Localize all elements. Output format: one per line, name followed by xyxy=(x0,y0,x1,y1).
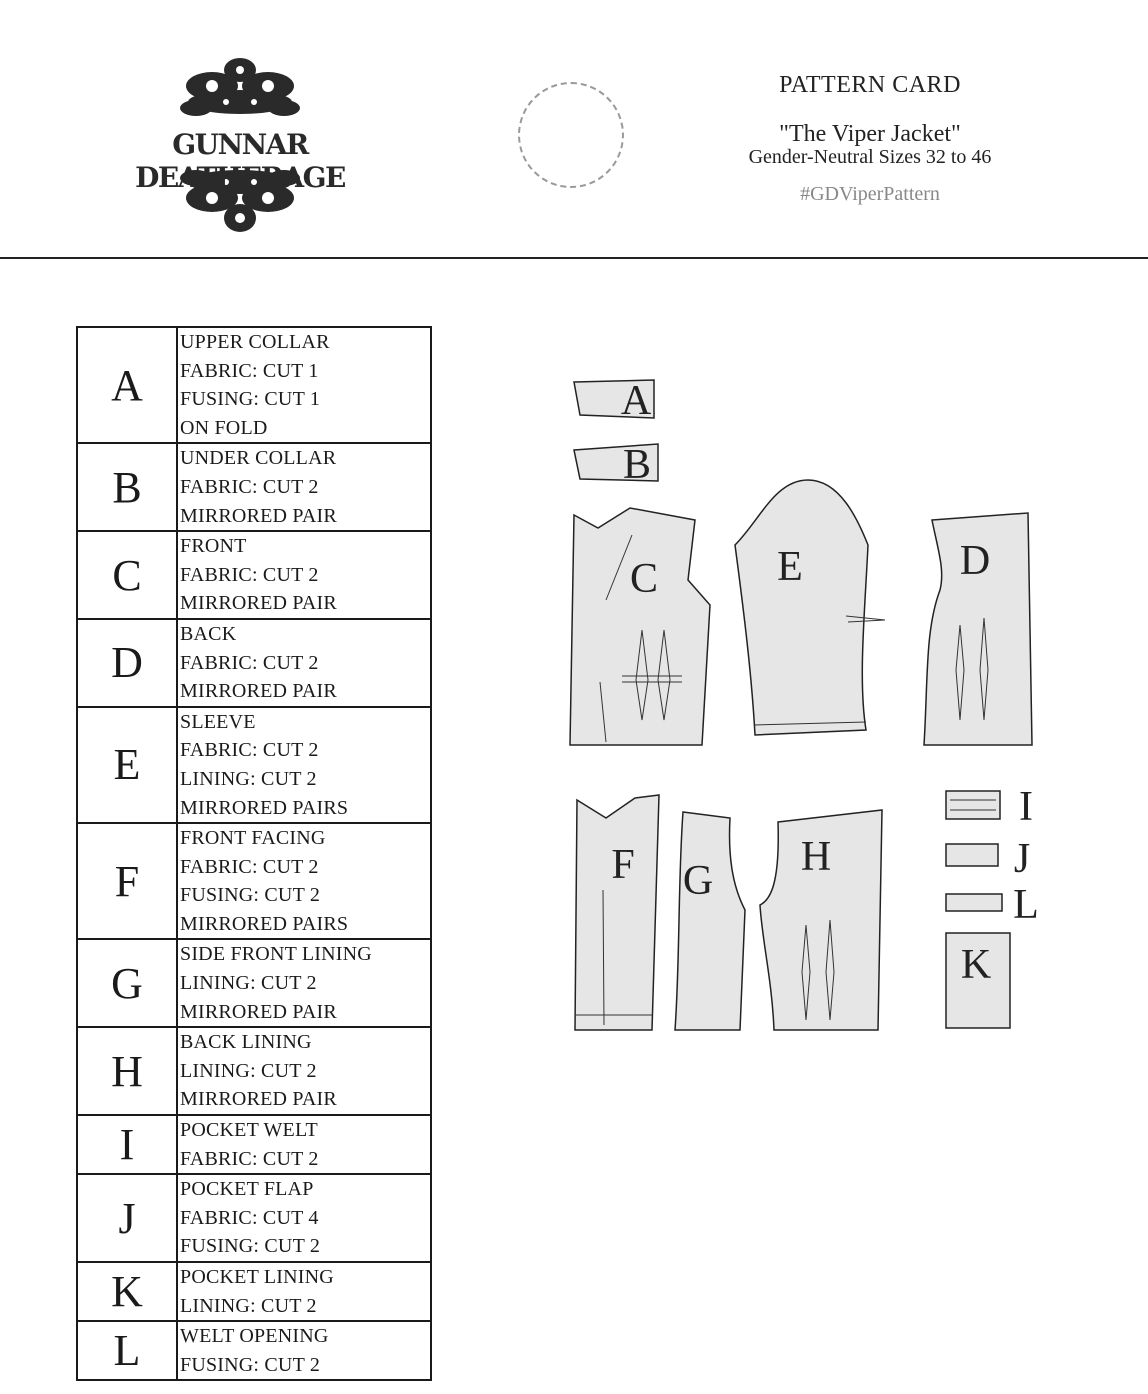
piece-e-shape xyxy=(735,480,868,735)
piece-cut-instruction: FABRIC: CUT 2 xyxy=(180,855,319,878)
piece-cut-instruction: MIRRORED PAIR xyxy=(180,1000,337,1023)
diagram-label-h: H xyxy=(800,834,832,880)
piece-row xyxy=(77,619,431,707)
piece-name: UPPER COLLAR xyxy=(180,331,330,353)
piece-cut-instruction: FABRIC: CUT 4 xyxy=(180,1206,319,1229)
diagram-label-g: G xyxy=(682,858,714,904)
brand-logo xyxy=(112,52,368,240)
piece-info xyxy=(177,1321,431,1380)
header-divider xyxy=(0,257,1148,259)
piece-info xyxy=(177,531,431,619)
piece-info xyxy=(177,1174,431,1262)
piece-f-shape xyxy=(575,795,659,1030)
piece-cut-instruction: LINING: CUT 2 xyxy=(180,972,317,995)
piece-cut-instruction: FUSING: CUT 2 xyxy=(180,1353,321,1376)
jacket-name: "The Viper Jacket" xyxy=(779,121,961,147)
size-range: Gender-Neutral Sizes 32 to 46 xyxy=(748,146,992,168)
piece-row xyxy=(77,823,431,939)
piece-letter: E xyxy=(77,707,177,823)
piece-row xyxy=(77,531,431,619)
piece-name: POCKET LINING xyxy=(180,1266,334,1288)
piece-g-shape xyxy=(675,812,745,1030)
piece-name: SIDE FRONT LINING xyxy=(180,943,372,966)
diagram-label-k: K xyxy=(960,942,992,988)
piece-row xyxy=(77,327,431,443)
piece-name: BACK xyxy=(180,622,237,645)
piece-l-shape xyxy=(946,894,1002,911)
circle-placeholder xyxy=(518,82,624,188)
card-label: PATTERN CARD xyxy=(779,72,961,98)
piece-info xyxy=(177,707,431,823)
diagram-label-j: J xyxy=(1013,836,1031,882)
pattern-layout-svg xyxy=(540,360,1100,1060)
diagram-label-b: B xyxy=(622,442,652,488)
piece-letter: G xyxy=(77,939,177,1027)
piece-cut-instruction: FUSING: CUT 1 xyxy=(180,388,321,411)
piece-info xyxy=(177,327,431,443)
diagram-label-c: C xyxy=(629,556,659,602)
pattern-layout-diagram xyxy=(540,360,1100,1060)
piece-name: BACK LINING xyxy=(180,1031,312,1054)
piece-cut-instruction: MIRRORED PAIR xyxy=(180,1088,337,1111)
piece-info xyxy=(177,1262,431,1321)
piece-cut-instruction: LINING: CUT 2 xyxy=(180,1059,317,1082)
title-block xyxy=(700,72,1040,206)
piece-letter: A xyxy=(77,327,177,443)
piece-row xyxy=(77,1262,431,1321)
diagram-label-a: A xyxy=(620,378,652,424)
piece-row xyxy=(77,939,431,1027)
piece-cut-instruction: MIRRORED PAIR xyxy=(180,592,337,615)
brand-name: GUNNAR DEATHERAGE xyxy=(135,128,345,194)
piece-info xyxy=(177,823,431,939)
piece-name: WELT OPENING xyxy=(180,1325,329,1348)
diagram-label-l: L xyxy=(1013,882,1039,928)
piece-cut-instruction: MIRRORED PAIR xyxy=(180,504,337,527)
diagram-label-d: D xyxy=(959,538,991,584)
piece-name: POCKET WELT xyxy=(180,1119,318,1142)
piece-i-shape xyxy=(946,791,1000,819)
piece-row xyxy=(77,1174,431,1262)
piece-cut-instruction: FABRIC: CUT 2 xyxy=(180,739,319,762)
piece-letter: K xyxy=(77,1262,177,1321)
piece-letter: F xyxy=(77,823,177,939)
piece-cut-instruction: FABRIC: CUT 2 xyxy=(180,1147,319,1170)
piece-cut-instruction: MIRRORED PAIR xyxy=(180,680,337,703)
piece-cut-instruction: ON FOLD xyxy=(180,416,268,439)
piece-info xyxy=(177,619,431,707)
piece-cut-instruction: FABRIC: CUT 2 xyxy=(180,563,319,586)
diagram-label-i: I xyxy=(1019,784,1033,830)
piece-letter: C xyxy=(77,531,177,619)
header xyxy=(0,0,1148,258)
piece-letter: I xyxy=(77,1115,177,1174)
piece-cut-instruction: FABRIC: CUT 1 xyxy=(180,359,319,382)
piece-info xyxy=(177,1115,431,1174)
piece-info xyxy=(177,443,431,531)
piece-j-shape xyxy=(946,844,998,866)
piece-cut-instruction: MIRRORED PAIRS xyxy=(180,912,349,935)
piece-info xyxy=(177,1027,431,1115)
piece-letter: D xyxy=(77,619,177,707)
piece-cut-instruction: FABRIC: CUT 2 xyxy=(180,651,319,674)
piece-letter: H xyxy=(77,1027,177,1115)
piece-row xyxy=(77,1321,431,1380)
diagram-label-e: E xyxy=(777,544,803,590)
piece-letter: B xyxy=(77,443,177,531)
piece-cut-instruction: FUSING: CUT 2 xyxy=(180,1235,321,1258)
piece-cut-instruction: MIRRORED PAIRS xyxy=(180,796,349,819)
piece-name: UNDER COLLAR xyxy=(180,447,337,470)
piece-cut-instruction: LINING: CUT 2 xyxy=(180,1294,317,1317)
piece-name: SLEEVE xyxy=(180,710,256,733)
diagram-label-f: F xyxy=(611,842,635,888)
piece-cut-instruction: FUSING: CUT 2 xyxy=(180,884,321,907)
piece-row xyxy=(77,1027,431,1115)
piece-letter: L xyxy=(77,1321,177,1380)
piece-row xyxy=(77,707,431,823)
piece-name: POCKET FLAP xyxy=(180,1178,314,1201)
piece-name: FRONT xyxy=(180,535,247,558)
piece-cut-instruction: LINING: CUT 2 xyxy=(180,767,317,790)
pattern-pieces-table xyxy=(76,326,432,1381)
piece-name: FRONT FACING xyxy=(180,827,326,850)
piece-cut-instruction: FABRIC: CUT 2 xyxy=(180,475,319,498)
piece-info xyxy=(177,939,431,1027)
piece-letter: J xyxy=(77,1174,177,1262)
piece-row xyxy=(77,1115,431,1174)
piece-row xyxy=(77,443,431,531)
hashtag: #GDViperPattern xyxy=(800,183,940,205)
